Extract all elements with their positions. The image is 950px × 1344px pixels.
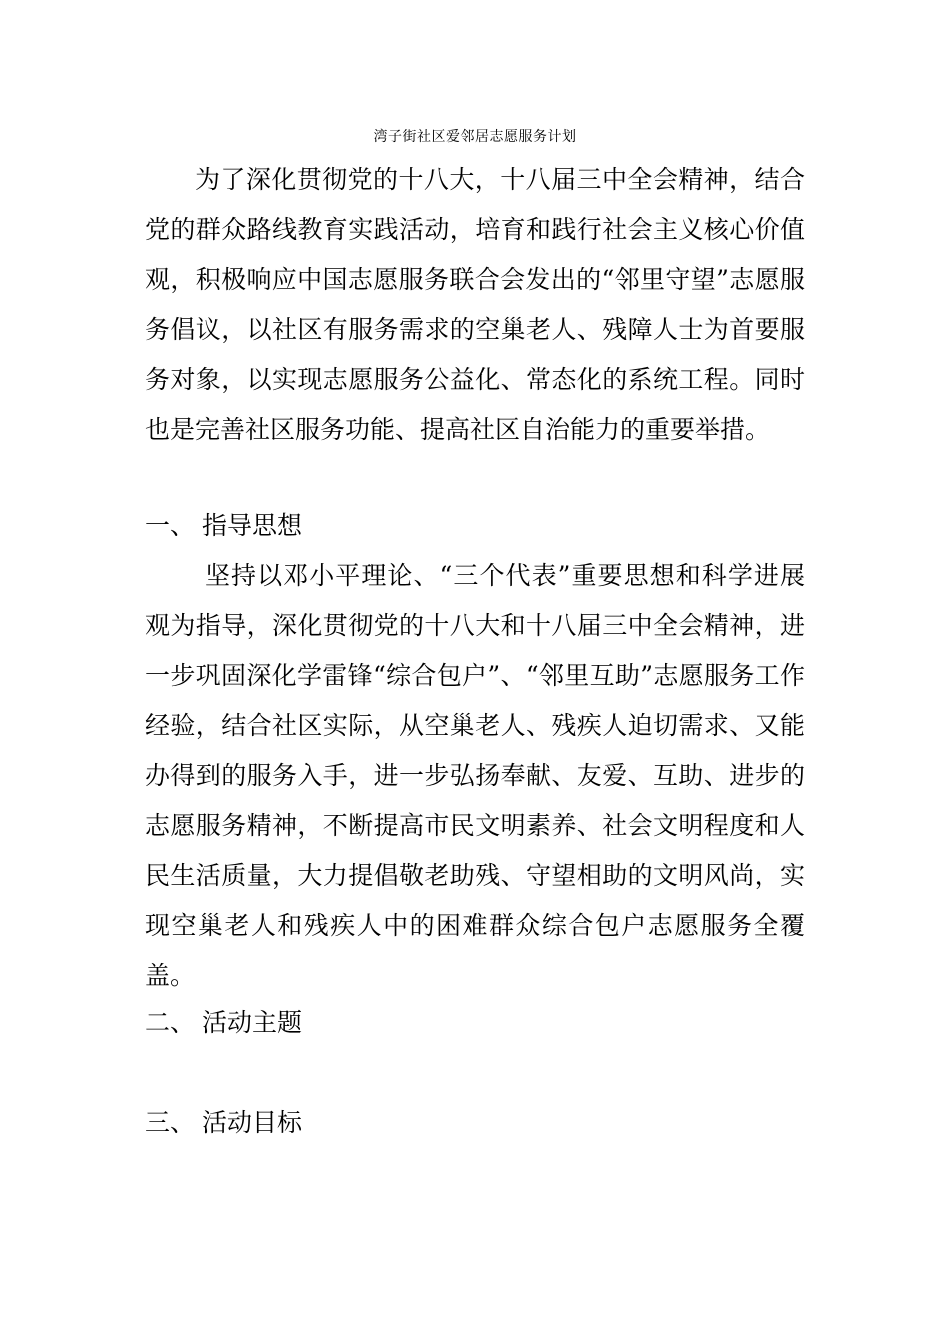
section-heading-text: 指导思想 <box>202 511 303 540</box>
section-number: 三、 <box>145 1108 196 1137</box>
intro-paragraph: 为了深化贯彻党的十八大，十八届三中全会精神，结合党的群众路线教育实践活动，培育和践行社会主义核心价值观，积极响应中国志愿服务联合会发出的“邻里守望”志愿服务倡议，以社区有服务需求的空巢老人、残障人士为首要服务对象，以实现志愿服务公益化、常态化的系统工程。同时也是完善社区服务功能、提高社区自治能力的重要举措。 <box>145 165 805 444</box>
document-title: 湾子街社区爱邻居志愿服务计划 <box>373 129 577 145</box>
section-heading-activity-theme <box>145 998 302 1048</box>
section-heading-guiding-ideology <box>145 501 302 551</box>
section-heading-text: 活动目标 <box>202 1108 303 1137</box>
section-number: 一、 <box>145 511 196 540</box>
guiding-ideology-paragraph: 坚持以邓小平理论、“三个代表”重要思想和科学进展观为指导，深化贯彻党的十八大和十八届三中全会精神，进一步巩固深化学雷锋“综合包户”、“邻里互助”志愿服务工作经验，结合社区实际，从空巢老人、残疾人迫切需求、又能办得到的服务入手，进一步弘扬奉献、友爱、互助、进步的志愿服务精神，不断提高市民文明素养、社会文明程度和人民生活质量，大力提倡敬老助残、守望相助的文明风尚，实现空巢老人和残疾人中的困难群众综合包户志愿服务全覆盖。 <box>145 561 805 990</box>
section-number: 二、 <box>145 1008 196 1037</box>
section-heading-text: 活动主题 <box>202 1008 303 1037</box>
section-heading-activity-goals <box>145 1098 302 1148</box>
